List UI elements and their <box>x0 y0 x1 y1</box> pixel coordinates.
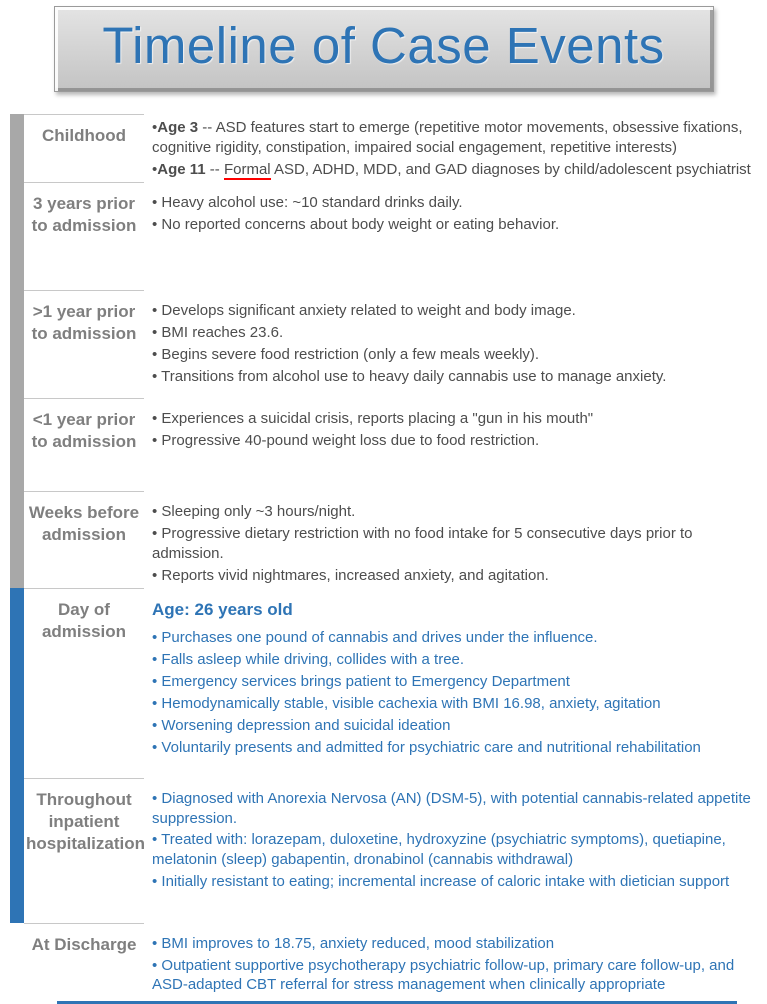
timeline-bar-gray <box>10 182 24 290</box>
row-content <box>144 182 767 290</box>
event-item: • Progressive 40-pound weight loss due to food restriction. <box>152 431 540 449</box>
timeline-row <box>0 923 767 998</box>
timeline-row <box>0 114 767 182</box>
row-label: <1 year prior to admission <box>24 398 144 491</box>
row-content <box>144 778 767 923</box>
row-content <box>144 114 767 182</box>
row-content <box>144 491 767 588</box>
timeline-row <box>0 398 767 491</box>
event-item: • Falls asleep while driving, collides with a tree. <box>152 651 465 669</box>
row-label: Day of admission <box>24 588 144 778</box>
row-content <box>144 923 767 998</box>
event-item: • Sleeping only ~3 hours/night. <box>152 502 356 520</box>
timeline-bar-gray <box>10 290 24 398</box>
timeline-row <box>0 491 767 588</box>
timeline-row <box>0 290 767 398</box>
timeline-bar-gray <box>10 114 24 182</box>
page-title: Timeline of Case Events <box>102 17 665 74</box>
event-item: •Age 3 -- ASD features start to emerge (repetitive motor movements, obsessive fixations, cognitive rigidity, constipation, impaired social engagement, repetitive interests) <box>152 119 743 156</box>
event-item: • Diagnosed with Anorexia Nervosa (AN) (DSM-5), with potential cannabis-related appetite suppression. <box>152 789 751 827</box>
row-content <box>144 588 767 778</box>
event-item: • Begins severe food restriction (only a few meals weekly). <box>152 345 540 363</box>
title-plaque <box>0 6 767 92</box>
timeline-row <box>0 778 767 923</box>
age-heading: Age: 26 years old <box>152 599 293 619</box>
timeline-bar-gray <box>10 491 24 588</box>
red-underlined-term: Formal <box>223 160 271 178</box>
event-item: • Transitions from alcohol use to heavy daily cannabis use to manage anxiety. <box>152 367 667 385</box>
event-item: • Worsening depression and suicidal ideation <box>152 716 451 734</box>
event-item: • Initially resistant to eating; incremental increase of caloric intake with dietician support <box>152 873 730 891</box>
timeline-row <box>0 182 767 290</box>
event-item: • Experiences a suicidal crisis, reports placing a "gun in his mouth" <box>152 409 594 427</box>
event-item: • Hemodynamically stable, visible cachexia with BMI 16.98, anxiety, agitation <box>152 694 661 712</box>
event-item: •Age 11 -- Formal ASD, ADHD, MDD, and GAD diagnoses by child/adolescent psychiatrist <box>152 160 751 178</box>
event-item: • Progressive dietary restriction with no food intake for 5 consecutive days prior to admission. <box>152 524 693 562</box>
timeline-bar-spacer <box>10 923 24 998</box>
event-item: • Voluntarily presents and admitted for psychiatric care and nutritional rehabilitation <box>152 738 701 756</box>
event-item: • Purchases one pound of cannabis and drives under the influence. <box>152 629 598 647</box>
event-item: • BMI improves to 18.75, anxiety reduced, mood stabilization <box>152 934 555 952</box>
timeline-bar-blue <box>10 778 24 923</box>
event-item: • Reports vivid nightmares, increased anxiety, and agitation. <box>152 566 549 584</box>
row-label: Childhood <box>24 114 144 182</box>
row-label: Throughout inpatient hospitalization <box>24 778 144 923</box>
row-content <box>144 290 767 398</box>
event-item: • Develops significant anxiety related to weight and body image. <box>152 301 576 319</box>
row-label: 3 years prior to admission <box>24 182 144 290</box>
row-label: Weeks before admission <box>24 491 144 588</box>
timeline-row <box>0 588 767 778</box>
event-item: • Outpatient supportive psychotherapy psychiatric follow-up, primary care follow-up, and ASD-adapted CBT referral for stress management when clinically appropriate <box>152 956 735 994</box>
event-item: • Emergency services brings patient to Emergency Department <box>152 673 570 691</box>
row-label: >1 year prior to admission <box>24 290 144 398</box>
timeline-bar-gray <box>10 398 24 491</box>
event-item: • No reported concerns about body weight or eating behavior. <box>152 215 560 233</box>
row-content <box>144 398 767 491</box>
timeline-bar-blue <box>10 588 24 778</box>
title-box <box>54 6 714 92</box>
timeline-rows <box>0 114 767 997</box>
event-item: • Heavy alcohol use: ~10 standard drinks daily. <box>152 193 463 211</box>
event-item: • Treated with: lorazepam, duloxetine, hydroxyzine (psychiatric symptoms), quetiapine, melatonin (sleep) gabapentin, dronabinol (cannabis withdrawal) <box>152 831 726 869</box>
row-label: At Discharge <box>24 923 144 998</box>
event-item: • BMI reaches 23.6. <box>152 323 284 341</box>
